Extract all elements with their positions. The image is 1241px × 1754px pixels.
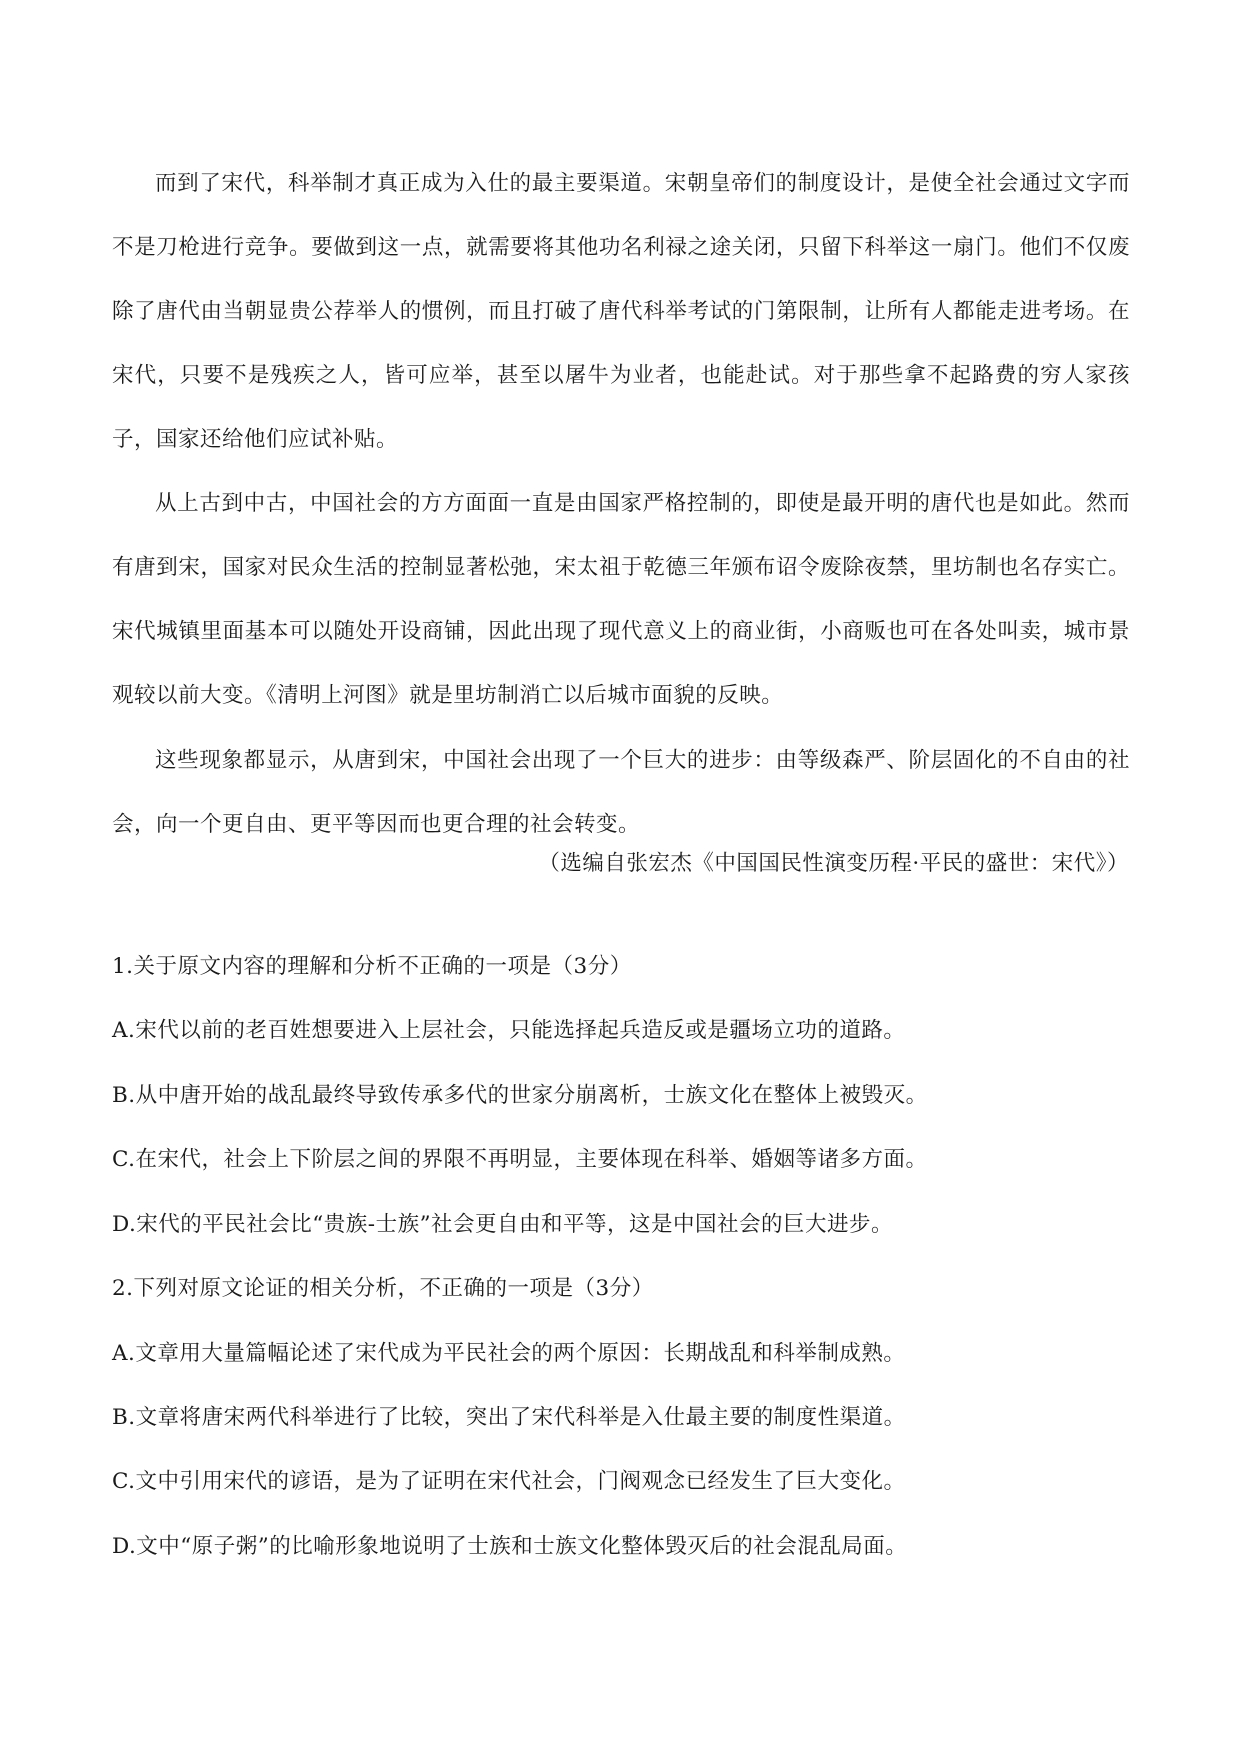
question-stem: 1.关于原文内容的理解和分析不正确的一项是（3分） <box>112 954 632 979</box>
question-option: A.文章用大量篇幅论述了宋代成为平民社会的两个原因：长期战乱和科举制成熟。 <box>112 1341 906 1366</box>
question-option: C.文中引用宋代的谚语，是为了证明在宋代社会，门阀观念已经发生了巨大变化。 <box>112 1469 906 1494</box>
question-stem: 2.下列对原文论证的相关分析，不正确的一项是（3分） <box>112 1276 654 1301</box>
question-option: B.文章将唐宋两代科举进行了比较，突出了宋代科举是入仕最主要的制度性渠道。 <box>112 1405 906 1430</box>
question-option: B.从中唐开始的战乱最终导致传承多代的世家分崩离析，士族文化在整体上被毁灭。 <box>112 1083 928 1108</box>
question-option: C.在宋代，社会上下阶层之间的界限不再明显，主要体现在科举、婚姻等诸多方面。 <box>112 1147 928 1172</box>
passage-source-citation: （选编自张宏杰《中国国民性演变历程·平民的盛世：宋代》） <box>538 851 1129 876</box>
passage-paragraph: 从上古到中古，中国社会的方方面面一直是由国家严格控制的，即使是最开明的唐代也是如此。然而有唐到宋，国家对民众生活的控制显著松弛，宋太祖于乾德三年颁布诏令废除夜禁，里坊制也名存实亡。宋代城镇里面基本可以随处开设商铺，因此出现了现代意义上的商业街，小商贩也可在各处叫卖，城市景观较以前大变。《清明上河图》就是里坊制消亡以后城市面貌的反映。 <box>112 491 1130 708</box>
passage-paragraph: 这些现象都显示，从唐到宋，中国社会出现了一个巨大的进步：由等级森严、阶层固化的不自由的社会，向一个更自由、更平等因而也更合理的社会转变。 <box>112 748 1130 837</box>
question-option: A.宋代以前的老百姓想要进入上层社会，只能选择起兵造反或是疆场立功的道路。 <box>112 1018 906 1043</box>
passage-paragraph: 而到了宋代，科举制才真正成为入仕的最主要渠道。宋朝皇帝们的制度设计，是使全社会通过文字而不是刀枪进行竞争。要做到这一点，就需要将其他功名利禄之途关闭，只留下科举这一扇门。他们不仅废除了唐代由当朝显贵公荐举人的惯例，而且打破了唐代科举考试的门第限制，让所有人都能走进考场。在宋代，只要不是残疾之人，皆可应举，甚至以屠牛为业者，也能赴试。对于那些拿不起路费的穷人家孩子，国家还给他们应试补贴。 <box>112 171 1130 452</box>
question-option: D.文中“原子粥”的比喻形象地说明了士族和士族文化整体毁灭后的社会混乱局面。 <box>112 1534 908 1559</box>
question-option: D.宋代的平民社会比“贵族-士族”社会更自由和平等，这是中国社会的巨大进步。 <box>112 1212 894 1237</box>
